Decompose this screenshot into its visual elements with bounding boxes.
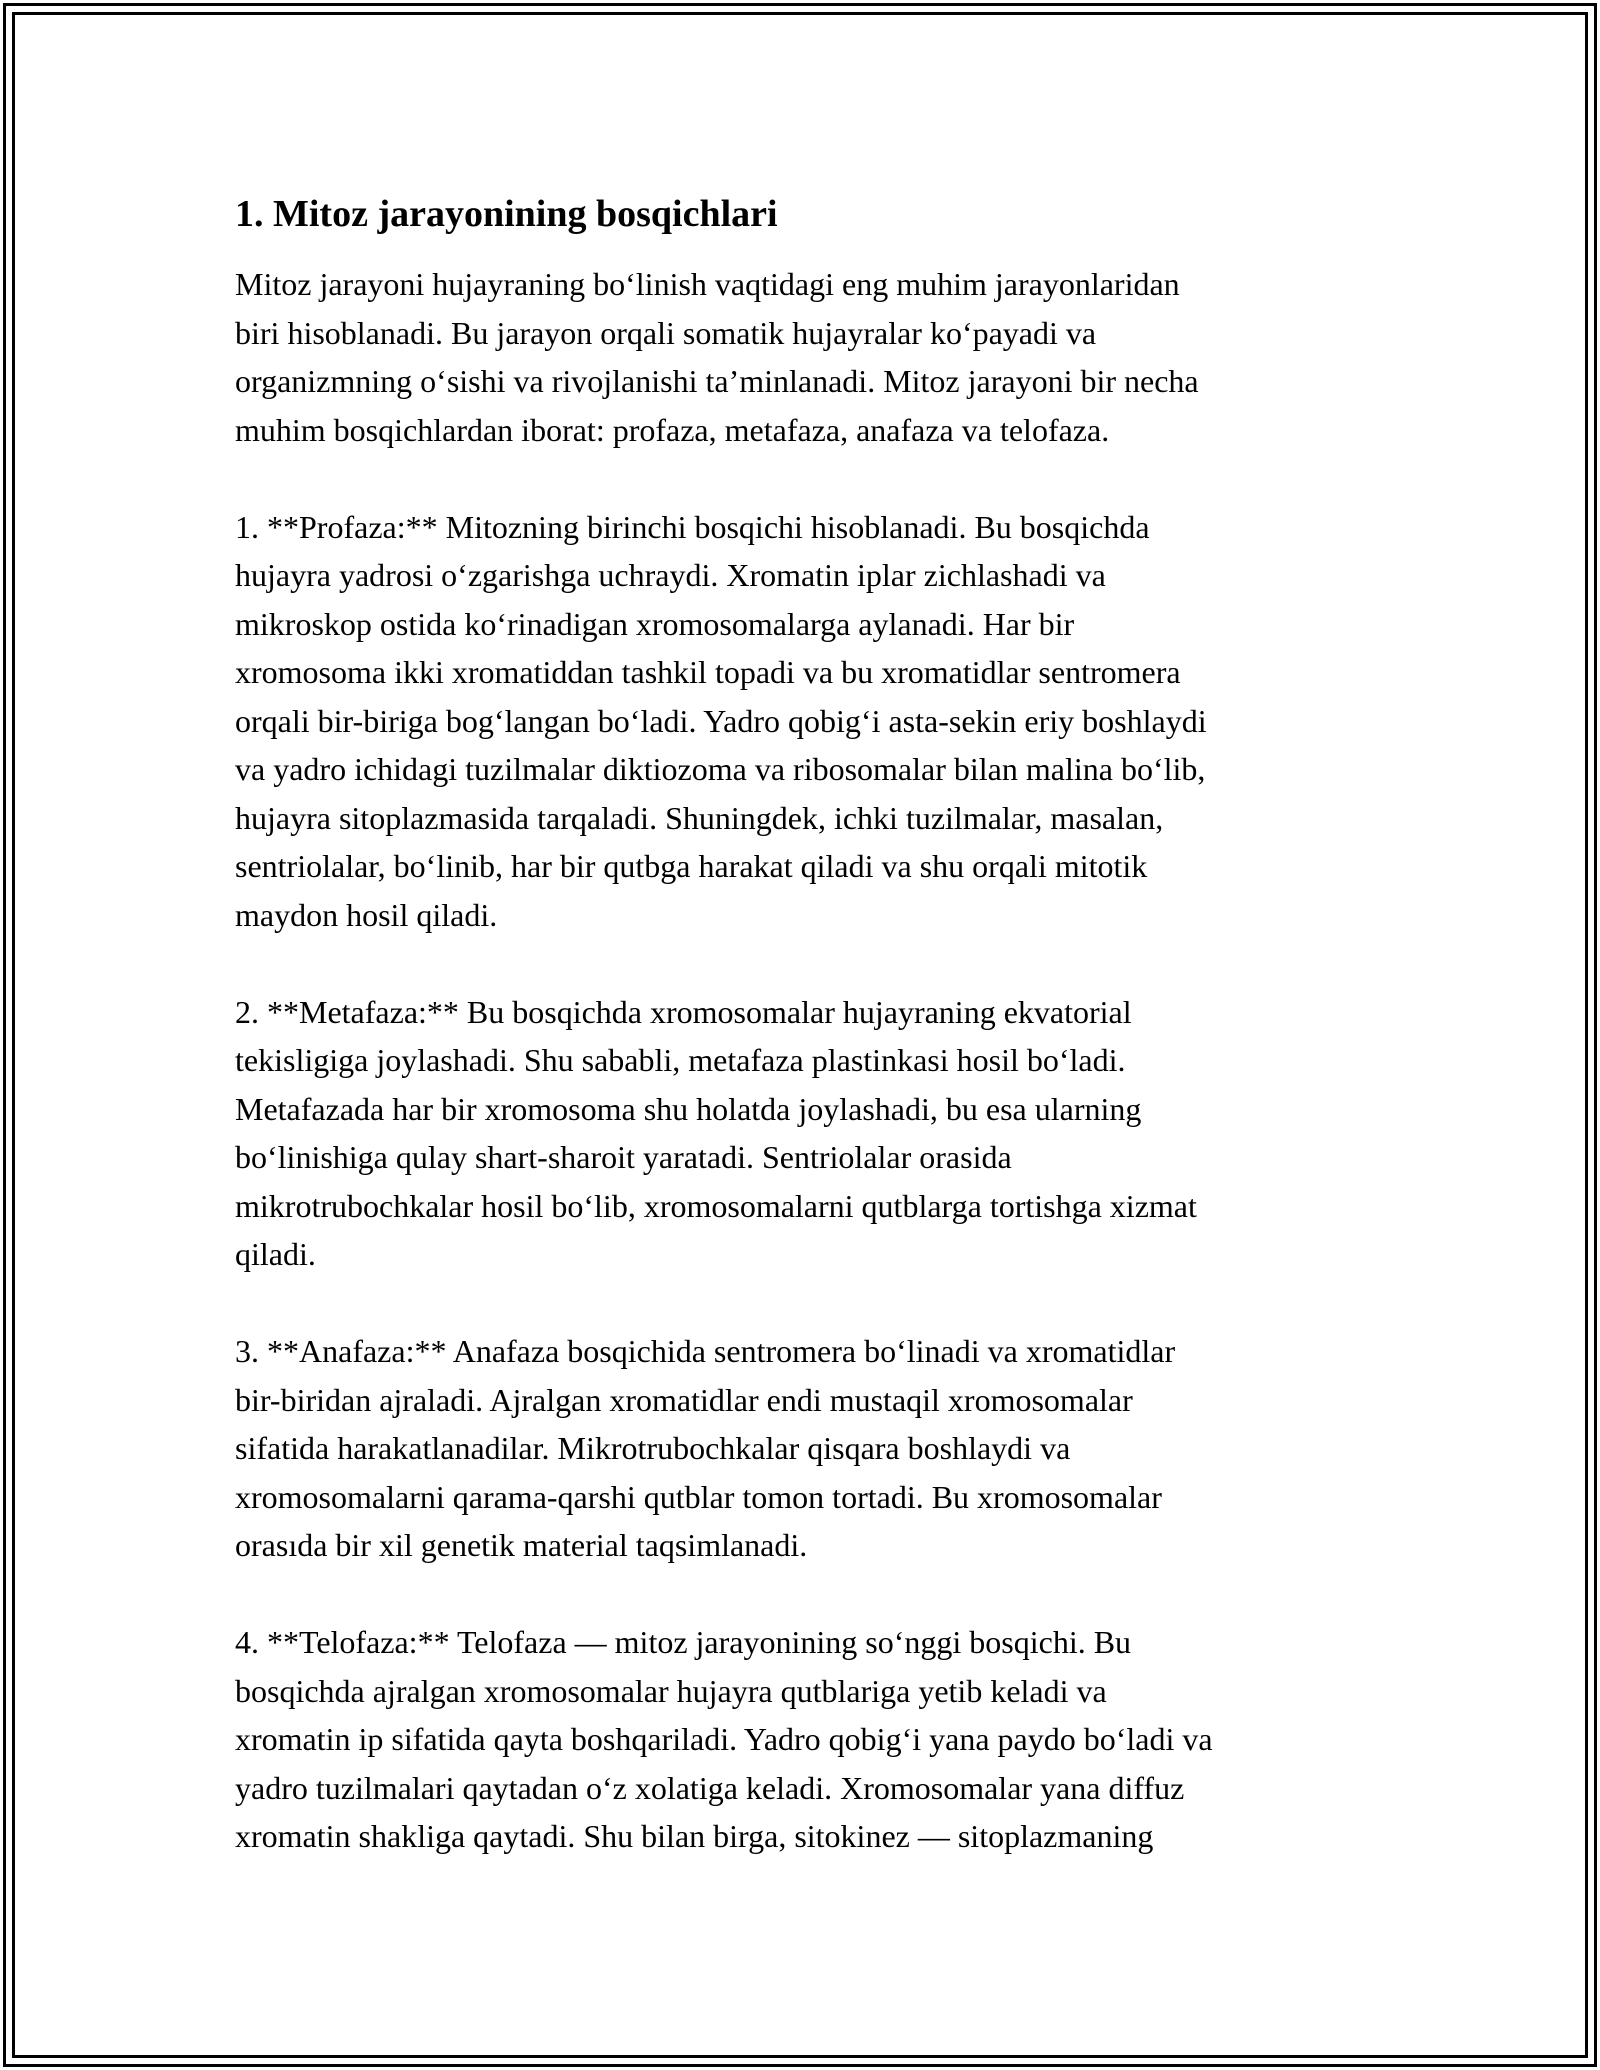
section-heading: 1. Mitoz jarayonining bosqichlari: [235, 193, 778, 235]
metafaza-paragraph: 2. **Metafaza:** Bu bosqichda xromosomalar hujayraning ekvatorial tekisligiga joylashadi. Shu sababli, metafaza plastinkasi hosil bo‘ladi. Metafazada har bir xromosoma shu holatda joylashadi, bu esa ularning bo‘linishiga qulay shart-sharoit yaratadi. Sentriolalar orasida mikrotrubochkalar hosil bo‘lib, xromosomalarni qutblarga tortishga xizmat qiladi.: [235, 993, 1197, 1272]
anafaza-paragraph: 3. **Anafaza:** Anafaza bosqichida sentromera bo‘linadi va xromatidlar bir-biridan ajraladi. Ajralgan xromatidlar endi mustaqil xromosomalar sifatida harakatlanadilar. Mikrotrubochkalar qisqara boshlaydi va xromosomalarni qarama-qarshi qutblar tomon tortadi. Bu xromosomalar orasıda bir xil genetik material taqsimlanadi.: [235, 1333, 1176, 1563]
intro-paragraph: Mitoz jarayoni hujayraning bo‘linish vaqtidagi eng muhim jarayonlaridan biri hisoblanadi. Bu jarayon orqali somatik hujayralar ko‘payadi va organizmning o‘sishi va rivojlanishi ta’minlanadi. Mitoz jarayoni bir necha muhim bosqichlardan iborat: profaza, metafaza, anafaza va telofaza.: [235, 266, 1199, 448]
telofaza-paragraph: 4. **Telofaza:** Telofaza — mitoz jarayonining so‘nggi bosqichi. Bu bosqichda ajralgan xromosomalar hujayra qutblariga yetib keladi va xromatin ip sifatida qayta boshqariladi. Yadro qobig‘i yana paydo bo‘ladi va yadro tuzilmalari qaytadan o‘z xolatiga keladi. Xromosomalar yana diffuz xromatin shakliga qaytadi. Shu bilan birga, sitokinez — sitoplazmaning: [235, 1624, 1213, 1854]
document-body: [235, 188, 1375, 1861]
profaza-paragraph: 1. **Profaza:** Mitozning birinchi bosqichi hisoblanadi. Bu bosqichda hujayra yadrosi o‘zgarishga uchraydi. Xromatin iplar zichlashadi va mikroskop ostida ko‘rinadigan xromosomalarga aylanadi. Har bir xromosoma ikki xromatiddan tashkil topadi va bu xromatidlar sentromera orqali bir-biriga bog‘langan bo‘ladi. Yadro qobig‘i asta-sekin eriy boshlaydi va yadro ichidagi tuzilmalar diktiozoma va ribosomalar bilan malina bo‘lib, hujayra sitoplazmasida tarqaladi. Shuningdek, ichki tuzilmalar, masalan, sentriolalar, bo‘linib, har bir qutbga harakat qiladi va shu orqali mitotik maydon hosil qiladi.: [235, 508, 1207, 933]
